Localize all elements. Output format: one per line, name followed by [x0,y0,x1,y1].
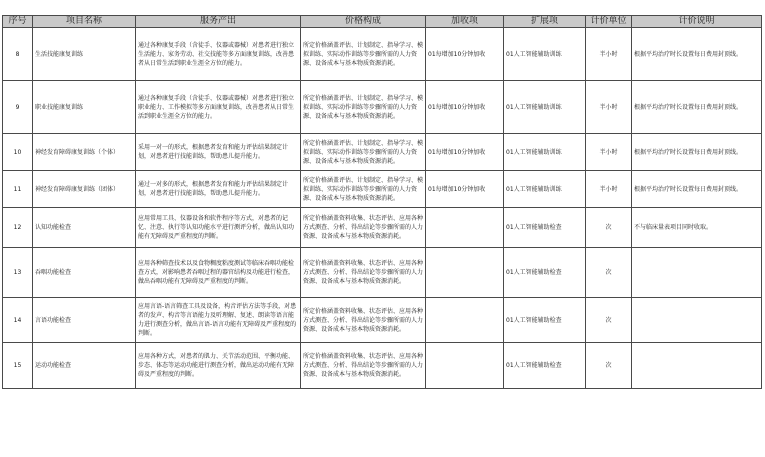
row-num: 12 [3,208,33,248]
table-row [3,81,762,134]
table-row [3,298,762,343]
row-num: 13 [3,248,33,298]
row-surcharge: 01每增加10分钟加收 [426,134,504,171]
row-num: 9 [3,81,33,134]
header-name: 项目名称 [33,16,136,28]
row-extension: 01人工智能辅助训练 [504,134,586,171]
row-output: 应用言语-语言筛查工具及设备，构音评估方法等手段，对患者的发声、构音等言语能力及听理解、复述、朗读等语言能力进行测查分析，做出言语-语言功能有无障碍及严重程度的判断。 [136,298,301,343]
table-row [3,171,762,208]
row-surcharge [426,248,504,298]
row-note: 根据平均治疗时长设置每日费用封顶线。 [632,81,762,134]
row-num: 10 [3,134,33,171]
row-note: 根据平均治疗时长设置每日费用封顶线。 [632,171,762,208]
header-num: 序号 [3,16,33,28]
table-row [3,134,762,171]
row-price: 所定价格涵盖评估、计划制定、指导学习、模拟训练、实际动作训练等步骤所需的人力资源、设备成本与基本物质资源消耗。 [301,134,426,171]
row-price: 所定价格涵盖评估、计划制定、指导学习、模拟训练、实际动作训练等步骤所需的人力资源、设备成本与基本物质资源消耗。 [301,171,426,208]
row-surcharge [426,208,504,248]
row-note: 不与临床量表项目同时收取。 [632,208,762,248]
row-price: 所定价格涵盖资料收集、状态评估、应用各种方式测查、分析、得出结论等步骤所需的人力资源、设备成本与基本物质资源消耗。 [301,208,426,248]
row-num: 11 [3,171,33,208]
row-note: 根据平均治疗时长设置每日费用封顶线。 [632,134,762,171]
row-extension: 01人工智能辅助训练 [504,171,586,208]
row-note [632,248,762,298]
row-num: 15 [3,343,33,389]
header-row [3,16,762,28]
row-output: 通过一对多的形式，根据患者发育和能力评估结果制定计划，对患者进行技能训练，帮助患儿提升能力。 [136,171,301,208]
row-name: 神经发育障碍康复训练（团体） [33,171,136,208]
row-extension: 01人工智能辅助检查 [504,208,586,248]
row-surcharge: 01每增加10分钟加收 [426,28,504,81]
header-output: 服务产出 [136,16,301,28]
header-extension: 扩展项 [504,16,586,28]
row-surcharge [426,343,504,389]
row-name: 认知功能检查 [33,208,136,248]
row-num: 14 [3,298,33,343]
row-name: 运动功能检查 [33,343,136,389]
row-surcharge [426,298,504,343]
row-unit: 半小时 [586,28,632,81]
row-name: 吞咽功能检查 [33,248,136,298]
row-price: 所定价格涵盖资料收集、状态评估、应用各种方式测查、分析、得出结论等步骤所需的人力资源、设备成本与基本物质资源消耗。 [301,248,426,298]
table-row [3,343,762,389]
row-extension: 01人工智能辅助训练 [504,28,586,81]
table-row [3,248,762,298]
row-price: 所定价格涵盖评估、计划制定、指导学习、模拟训练、实际动作训练等步骤所需的人力资源、设备成本与基本物质资源消耗。 [301,81,426,134]
row-note [632,298,762,343]
header-note: 计价说明 [632,16,762,28]
row-unit: 半小时 [586,134,632,171]
row-unit: 次 [586,298,632,343]
row-extension: 01人工智能辅助训练 [504,81,586,134]
row-unit: 次 [586,208,632,248]
row-extension: 01人工智能辅助检查 [504,298,586,343]
row-output: 采用一对一的形式，根据患者发育和能力评估结果制定计划，对患者进行技能训练，帮助患儿提升能力。 [136,134,301,171]
header-unit: 计价单位 [586,16,632,28]
row-surcharge: 01每增加10分钟加收 [426,81,504,134]
row-unit: 次 [586,248,632,298]
row-output: 通过各种康复手段（含徒手、仪器或器械）对患者进行独立职业能力、工作模拟等多方面康复训练，改善患者从日常生活到职业生涯全方位的能力。 [136,81,301,134]
pricing-table [2,15,762,389]
row-output: 通过各种康复手段（含徒手、仪器或器械）对患者进行独立生活能力、家务劳动、社交技能等多方面康复训练，改善患者从日常生活到职业生涯全方位的能力。 [136,28,301,81]
header-surcharge: 加收项 [426,16,504,28]
row-name: 神经发育障碍康复训练（个体） [33,134,136,171]
row-unit: 半小时 [586,81,632,134]
header-price: 价格构成 [301,16,426,28]
row-output: 应用各种方式，对患者的肌力、关节活动范围、平衡功能、步态、体态等运动功能进行测查分析，做出运动功能有无障碍及严重程度的判断。 [136,343,301,389]
row-note: 根据平均治疗时长设置每日费用封顶线。 [632,28,762,81]
row-name: 言语功能检查 [33,298,136,343]
row-price: 所定价格涵盖评估、计划制定、指导学习、模拟训练、实际动作训练等步骤所需的人力资源、设备成本与基本物质资源消耗。 [301,28,426,81]
row-output: 应用各种筛查技术以及食物稠度粘度测试等临床吞咽功能检查方式，对影响患者吞咽过程的器官结构及功能进行检查，做出吞咽功能有无障碍及严重程度的判断。 [136,248,301,298]
row-unit: 次 [586,343,632,389]
row-note [632,343,762,389]
row-surcharge: 01每增加10分钟加收 [426,171,504,208]
row-num: 8 [3,28,33,81]
row-price: 所定价格涵盖资料收集、状态评估、应用各种方式测查、分析、得出结论等步骤所需的人力资源、设备成本与基本物质资源消耗。 [301,343,426,389]
row-name: 职业技能康复训练 [33,81,136,134]
row-output: 应用常用工具、仪器设备和软件程序等方式，对患者的记忆、注意、执行等认知功能水平进行测评分析，做出认知功能有无障碍及严重程度的判断。 [136,208,301,248]
row-unit: 半小时 [586,171,632,208]
table-row [3,208,762,248]
row-price: 所定价格涵盖资料收集、状态评估、应用各种方式测查、分析、得出结论等步骤所需的人力资源、设备成本与基本物质资源消耗。 [301,298,426,343]
row-name: 生活技能康复训练 [33,28,136,81]
row-extension: 01人工智能辅助检查 [504,343,586,389]
row-extension: 01人工智能辅助检查 [504,248,586,298]
table-row [3,28,762,81]
